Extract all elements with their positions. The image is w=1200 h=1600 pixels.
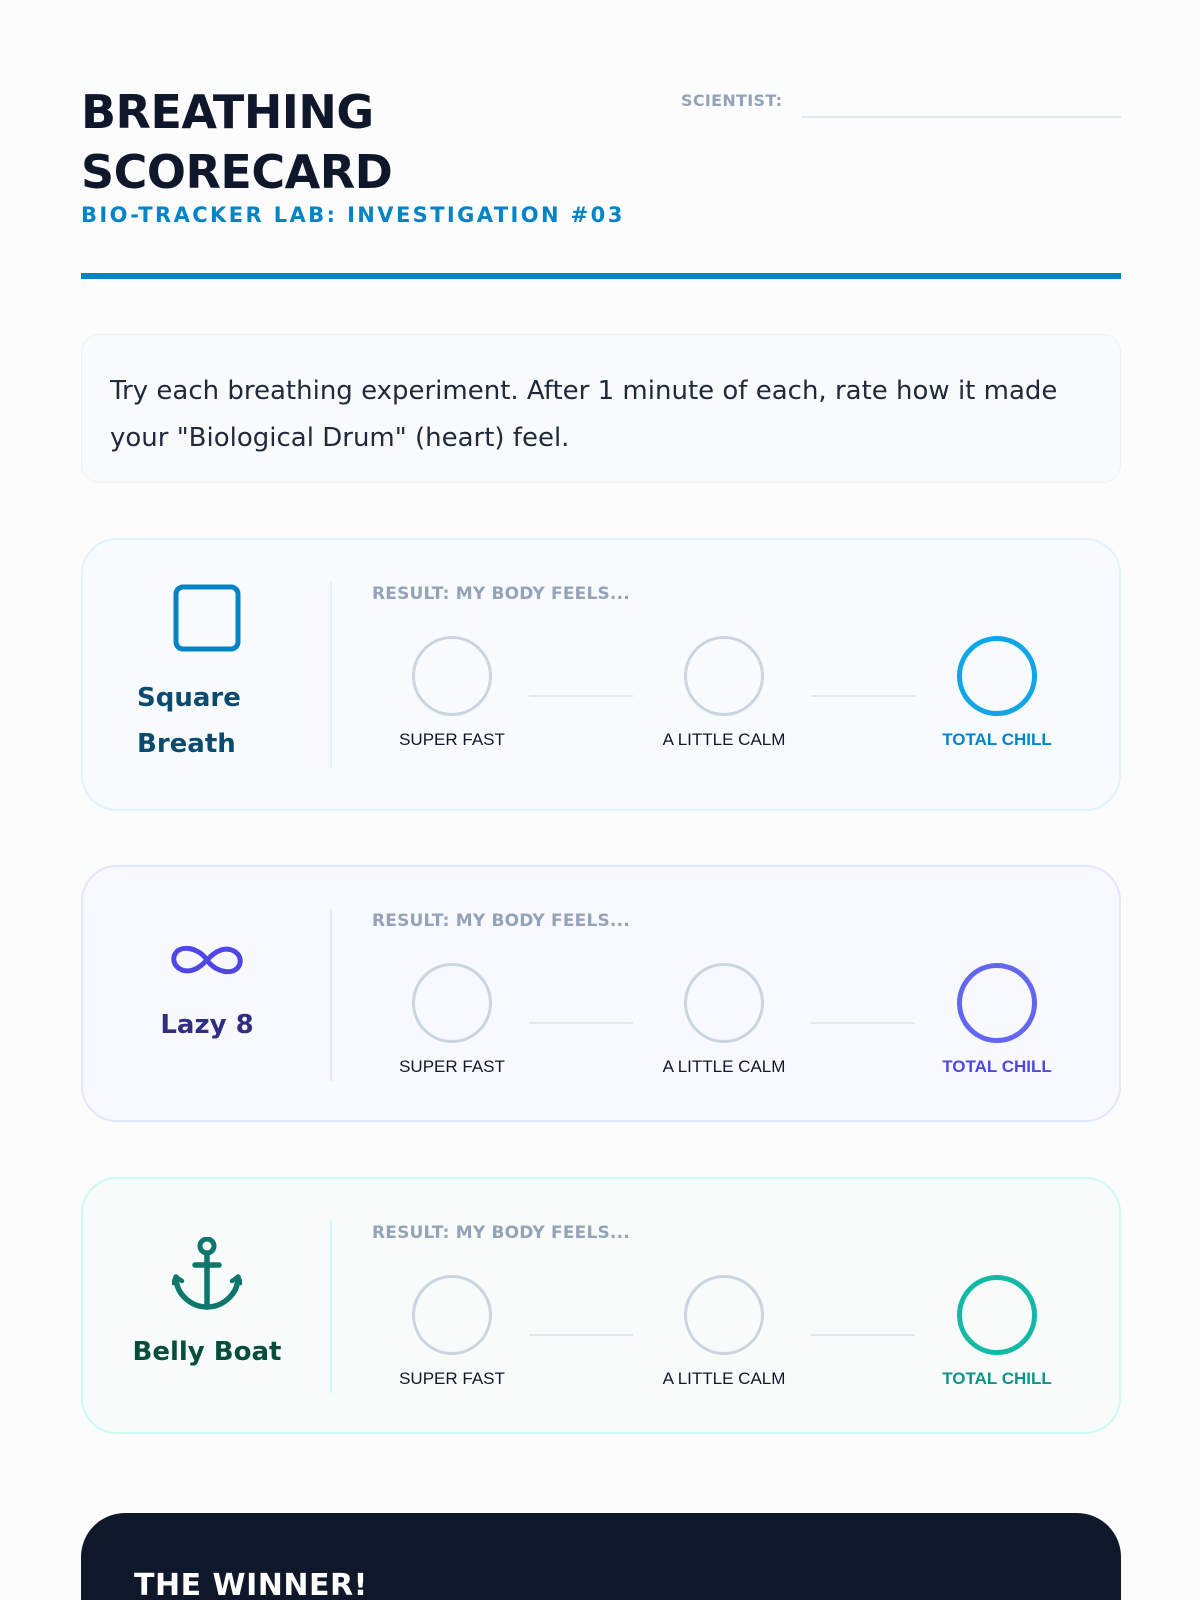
rating-connector (529, 695, 633, 697)
result-label: RESULT: MY BODY FEELS... (372, 911, 630, 931)
rating-option-total-chill[interactable] (957, 636, 1037, 716)
rating-label-super-fast: SUPER FAST (399, 1057, 505, 1076)
experiment-name: Square Breath (137, 682, 241, 759)
rating-label-super-fast: SUPER FAST (399, 1369, 505, 1388)
experiment-name: Belly Boat (132, 1336, 282, 1367)
square-icon (172, 583, 242, 653)
experiment-identity (83, 1179, 331, 1432)
rating-connector (529, 1022, 633, 1024)
rating-option-super-fast[interactable] (412, 963, 492, 1043)
header-divider (81, 273, 1121, 279)
scientist-name-field[interactable] (801, 116, 1121, 118)
header (81, 0, 1121, 283)
card-divider (330, 582, 332, 768)
rating-option-a-little-calm[interactable] (684, 963, 764, 1043)
rating-label-total-chill: TOTAL CHILL (942, 1057, 1052, 1076)
rating-option-a-little-calm[interactable] (684, 636, 764, 716)
rating-label-a-little-calm: A LITTLE CALM (662, 1057, 786, 1076)
experiment-identity (83, 540, 331, 809)
rating-label-total-chill: TOTAL CHILL (942, 730, 1052, 749)
experiment-card-lazy-8 (81, 865, 1121, 1122)
result-label: RESULT: MY BODY FEELS... (372, 1223, 630, 1243)
experiment-card-belly-boat (81, 1177, 1121, 1434)
winner-panel (81, 1513, 1121, 1600)
rating-option-total-chill[interactable] (957, 963, 1037, 1043)
scientist-label: SCIENTIST: (681, 91, 783, 110)
experiment-card-square-breath (81, 538, 1121, 811)
rating-option-super-fast[interactable] (412, 1275, 492, 1355)
winner-title: THE WINNER! (134, 1568, 368, 1600)
scorecard-page (81, 0, 1121, 1600)
page-subtitle: BIO-TRACKER LAB: INVESTIGATION #03 (81, 203, 625, 227)
rating-connector (811, 695, 915, 697)
rating-label-total-chill: TOTAL CHILL (942, 1369, 1052, 1388)
rating-option-a-little-calm[interactable] (684, 1275, 764, 1355)
infinity-icon (169, 940, 245, 980)
rating-connector (529, 1334, 633, 1336)
card-divider (330, 909, 332, 1081)
rating-label-a-little-calm: A LITTLE CALM (662, 730, 786, 749)
experiment-identity (83, 867, 331, 1120)
card-divider (330, 1221, 332, 1393)
page-title: BREATHING SCORECARD (81, 85, 393, 199)
rating-label-a-little-calm: A LITTLE CALM (662, 1369, 786, 1388)
rating-connector (811, 1334, 915, 1336)
instructions-box: Try each breathing experiment. After 1 minute of each, rate how it made your "Biological Drum" (heart) feel. (81, 334, 1121, 483)
rating-option-total-chill[interactable] (957, 1275, 1037, 1355)
anchor-icon (172, 1237, 242, 1311)
rating-option-super-fast[interactable] (412, 636, 492, 716)
experiment-name: Lazy 8 (160, 1009, 254, 1040)
rating-connector (811, 1022, 915, 1024)
rating-label-super-fast: SUPER FAST (399, 730, 505, 749)
result-label: RESULT: MY BODY FEELS... (372, 584, 630, 604)
